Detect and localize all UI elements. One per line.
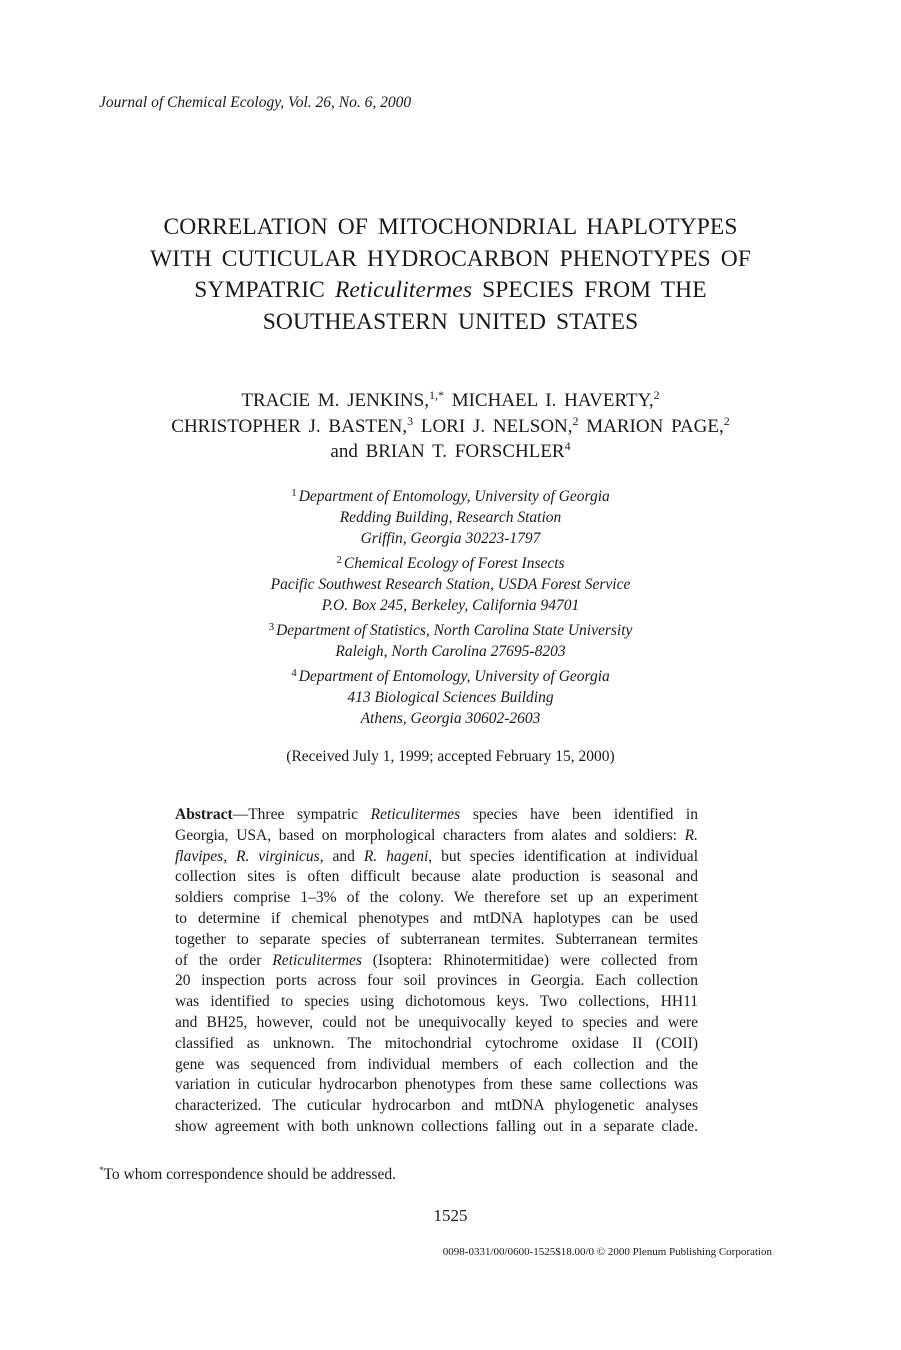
author-list: [90, 388, 811, 465]
affiliation-4: [90, 666, 811, 729]
affiliation-4-line-3: Athens, Georgia 30602-2603: [360, 710, 541, 727]
page-number: 1525: [433, 1206, 468, 1225]
correspondence-footnote: [99, 1166, 396, 1184]
affiliation-3-text-1: Department of Statistics, North Carolina State University: [276, 622, 633, 639]
affiliation-2-line-2: Pacific Southwest Research Station, USDA Forest Service: [270, 576, 631, 593]
author-forschler-affil: 4: [564, 439, 571, 453]
abstract-line-10: was identified to species using dichotomous keys. Two collections, HH11: [175, 993, 698, 1011]
affiliation-2: [90, 553, 811, 616]
author-line-2: [90, 414, 811, 440]
title-genus: Reticulitermes: [334, 277, 473, 303]
abstract-line-9: 20 inspection ports across four soil provinces in Georgia. Each collection: [175, 972, 698, 990]
abstract-species: R. hageni: [363, 847, 429, 865]
author-line-1: [90, 388, 811, 414]
abstract-text: (Isoptera: Rhinotermitidae) were collected from: [361, 951, 698, 969]
affiliation-1-line-1: [90, 486, 811, 507]
affiliation-4-line-2: 413 Biological Sciences Building: [347, 689, 554, 706]
copyright-line: 0098-0331/00/0600-1525$18.00/0 © 2000 Plenum Publishing Corporation: [442, 1246, 772, 1258]
abstract-line-1: [175, 805, 698, 826]
affiliation-3-number: 3: [268, 621, 275, 633]
abstract-line-14: variation in cuticular hydrocarbon phenotypes from these same collections was: [175, 1076, 698, 1094]
affiliation-1-line-3: Griffin, Georgia 30223-1797: [360, 530, 541, 547]
author-page-affil: 2: [723, 413, 730, 428]
abstract-line-2: [175, 826, 698, 847]
affiliation-4-text-1: Department of Entomology, University of Georgia: [298, 668, 610, 685]
abstract-species: flavipes: [175, 847, 224, 865]
title-line-1: CORRELATION OF MITOCHONDRIAL HAPLOTYPES: [163, 214, 738, 240]
abstract-genus: Reticulitermes: [272, 951, 362, 969]
abstract-heading: Abstract: [175, 806, 233, 823]
author-nelson-affil: 2: [572, 413, 579, 428]
abstract-text: , but species identification at individual: [428, 847, 698, 865]
affiliation-1: [90, 486, 811, 549]
affiliation-3-line-1: [90, 620, 811, 641]
affiliation-3: [90, 620, 811, 662]
affiliation-3-line-2: Raleigh, North Carolina 27695-8203: [335, 643, 566, 660]
abstract-text: Georgia, USA, based on morphological characters from alates and soldiers:: [175, 826, 685, 844]
title-line-3: [90, 275, 811, 307]
author-jenkins-affil: 1,*: [428, 388, 444, 402]
abstract-line-12: classified as unknown. The mitochondrial cytochrome oxidase II (COII): [175, 1034, 698, 1052]
abstract-line-11: and BH25, however, could not be unequivocally keyed to species and were: [175, 1013, 698, 1031]
abstract-line-5: soldiers comprise 1–3% of the colony. We therefore set up an experiment: [175, 889, 698, 907]
abstract-genus: Reticulitermes: [370, 806, 461, 823]
abstract-text: , and: [319, 847, 364, 865]
paper-title: [90, 212, 811, 338]
affiliation-2-line-3: P.O. Box 245, Berkeley, California 94701: [321, 597, 580, 614]
author-line-3: [90, 439, 811, 465]
affiliations: [90, 486, 811, 733]
author-haverty: MICHAEL I. HAVERTY,: [451, 390, 654, 411]
abstract-text: —Three sympatric: [232, 806, 371, 823]
abstract-line-4: collection sites is often difficult because alate production is seasonal and: [175, 868, 698, 886]
abstract-text: of the order: [175, 951, 273, 969]
footnote-mark: *: [99, 1165, 104, 1175]
abstract-text: ,: [223, 847, 237, 865]
affiliation-2-text-1: Chemical Ecology of Forest Insects: [343, 555, 565, 572]
affiliation-1-text-1: Department of Entomology, University of Georgia: [298, 488, 610, 505]
affiliation-2-number: 2: [336, 554, 342, 566]
author-nelson: LORI J. NELSON,: [420, 415, 573, 437]
abstract-line-13: gene was sequenced from individual members of each collection and the: [175, 1055, 698, 1073]
author-basten-affil: 3: [407, 413, 414, 428]
affiliation-4-number: 4: [291, 667, 297, 679]
author-forschler: and BRIAN T. FORSCHLER: [330, 441, 565, 462]
title-line-3-c: SPECIES FROM THE: [482, 277, 707, 303]
affiliation-1-line-2: Redding Building, Research Station: [339, 509, 562, 526]
received-dates: (Received July 1, 1999; accepted February 15, 2000): [286, 748, 615, 765]
abstract-line-16: show agreement with both unknown collections falling out in a separate clade.: [175, 1117, 698, 1135]
abstract-line-6: to determine if chemical phenotypes and mtDNA haplotypes can be used: [175, 909, 698, 927]
author-jenkins: TRACIE M. JENKINS,: [241, 390, 429, 411]
abstract: [175, 805, 698, 1138]
affiliation-4-line-1: [90, 666, 811, 687]
title-line-3-a: SYMPATRIC: [194, 277, 325, 303]
abstract-line-8: [175, 951, 698, 972]
title-line-4: SOUTHEASTERN UNITED STATES: [262, 308, 639, 335]
title-line-2: WITH CUTICULAR HYDROCARBON PHENOTYPES OF: [150, 245, 751, 272]
affiliation-2-line-1: [90, 553, 811, 574]
author-page: MARION PAGE,: [586, 415, 724, 437]
abstract-species: R. virginicus: [236, 847, 320, 865]
footnote-text: To whom correspondence should be addressed.: [103, 1166, 396, 1183]
abstract-line-7: together to separate species of subterranean termites. Subterranean termites: [175, 930, 698, 948]
abstract-line-15: characterized. The cuticular hydrocarbon and mtDNA phylogenetic analyses: [175, 1097, 698, 1115]
journal-citation: Journal of Chemical Ecology, Vol. 26, No. 6, 2000: [99, 94, 412, 111]
abstract-species: R.: [684, 826, 698, 844]
affiliation-1-number: 1: [291, 487, 297, 499]
author-haverty-affil: 2: [653, 388, 660, 402]
abstract-line-3: [175, 847, 698, 868]
author-basten: CHRISTOPHER J. BASTEN,: [171, 415, 408, 437]
abstract-text: species have been identified in: [460, 806, 698, 823]
